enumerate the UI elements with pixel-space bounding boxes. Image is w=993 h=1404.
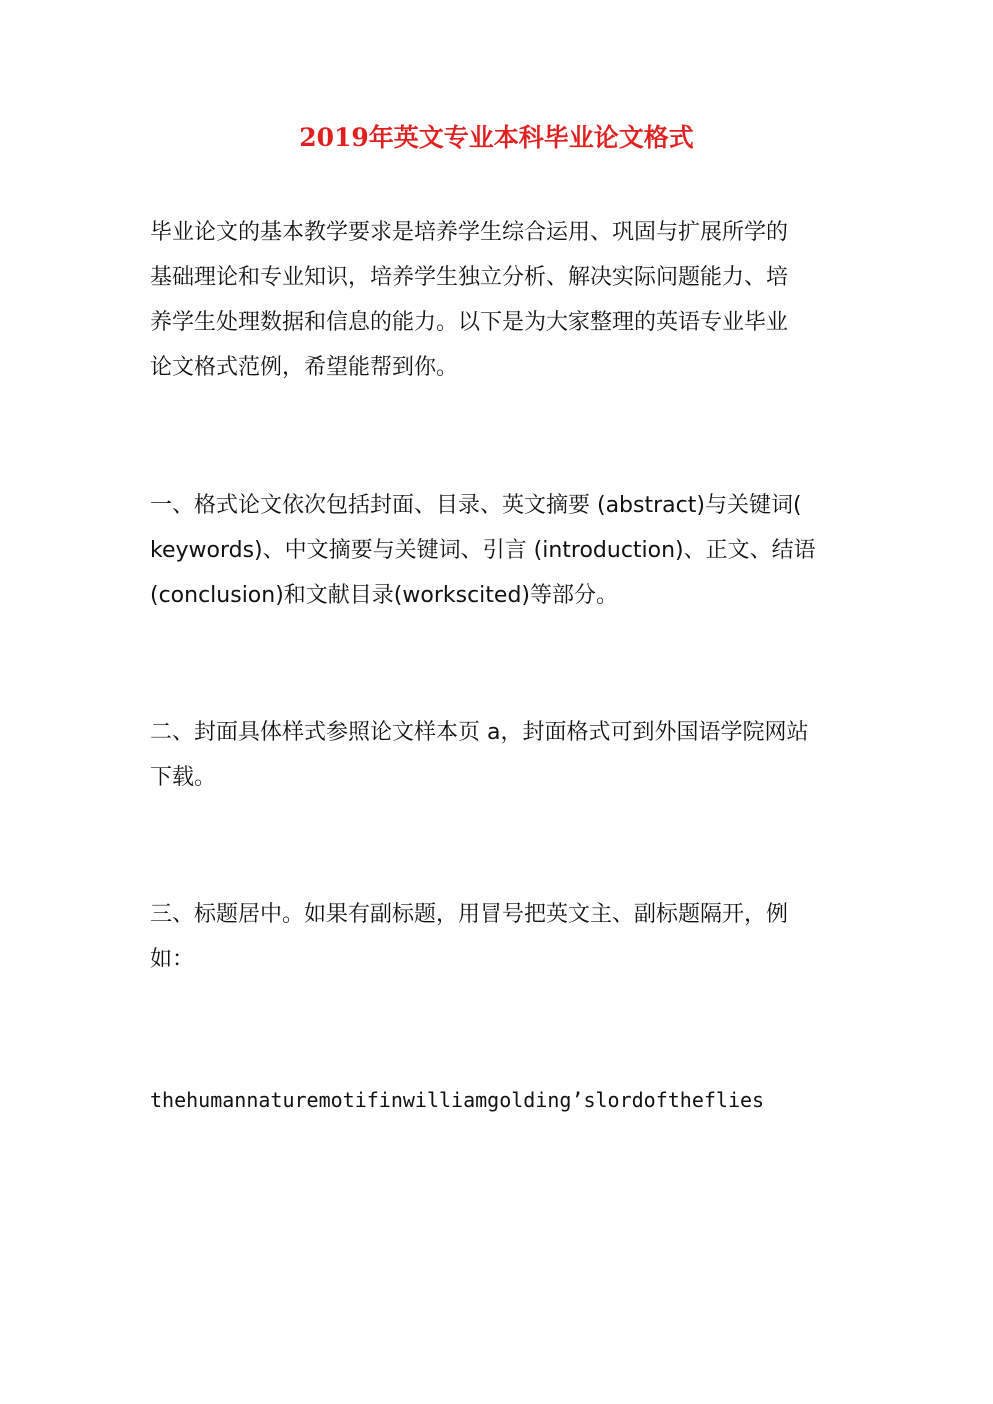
section-1-paragraph <box>150 483 850 618</box>
intro-line-1: 毕业论文的基本教学要求是培养学生综合运用、巩固与扩展所学的 <box>150 220 789 245</box>
intro-line-2: 基础理论和专业知识，培养学生独立分析、解决实际问题能力、培 <box>150 265 789 290</box>
example-title-paragraph <box>150 1078 850 1123</box>
section-1-line-1: 一、格式论文依次包括封面、目录、英文摘要 (abstract)与关键词( <box>150 493 802 518</box>
intro-paragraph <box>150 210 850 390</box>
intro-line-4: 论文格式范例，希望能帮到你。 <box>150 355 459 380</box>
section-3-line-1: 三、标题居中。如果有副标题，用冒号把英文主、副标题隔开，例 <box>150 902 789 927</box>
document-title: 2019年英文专业本科毕业论文格式 <box>299 123 694 152</box>
section-1-line-2: keywords)、中文摘要与关键词、引言 (introduction)、正文、结语 <box>150 538 816 563</box>
example-title-line: thehumannaturemotifinwilliamgolding’slordoftheflies <box>150 1088 765 1112</box>
section-3-paragraph <box>150 892 850 982</box>
intro-line-3: 养学生处理数据和信息的能力。以下是为大家整理的英语专业毕业 <box>150 310 789 335</box>
section-3-line-2: 如： <box>150 947 195 972</box>
section-2-line-1: 二、封面具体样式参照论文样本页 a，封面格式可到外国语学院网站 <box>150 720 809 745</box>
section-2-paragraph <box>150 710 850 800</box>
section-1-line-3: (conclusion)和文献目录(workscited)等部分。 <box>150 583 618 608</box>
section-2-line-2: 下载。 <box>150 765 217 790</box>
